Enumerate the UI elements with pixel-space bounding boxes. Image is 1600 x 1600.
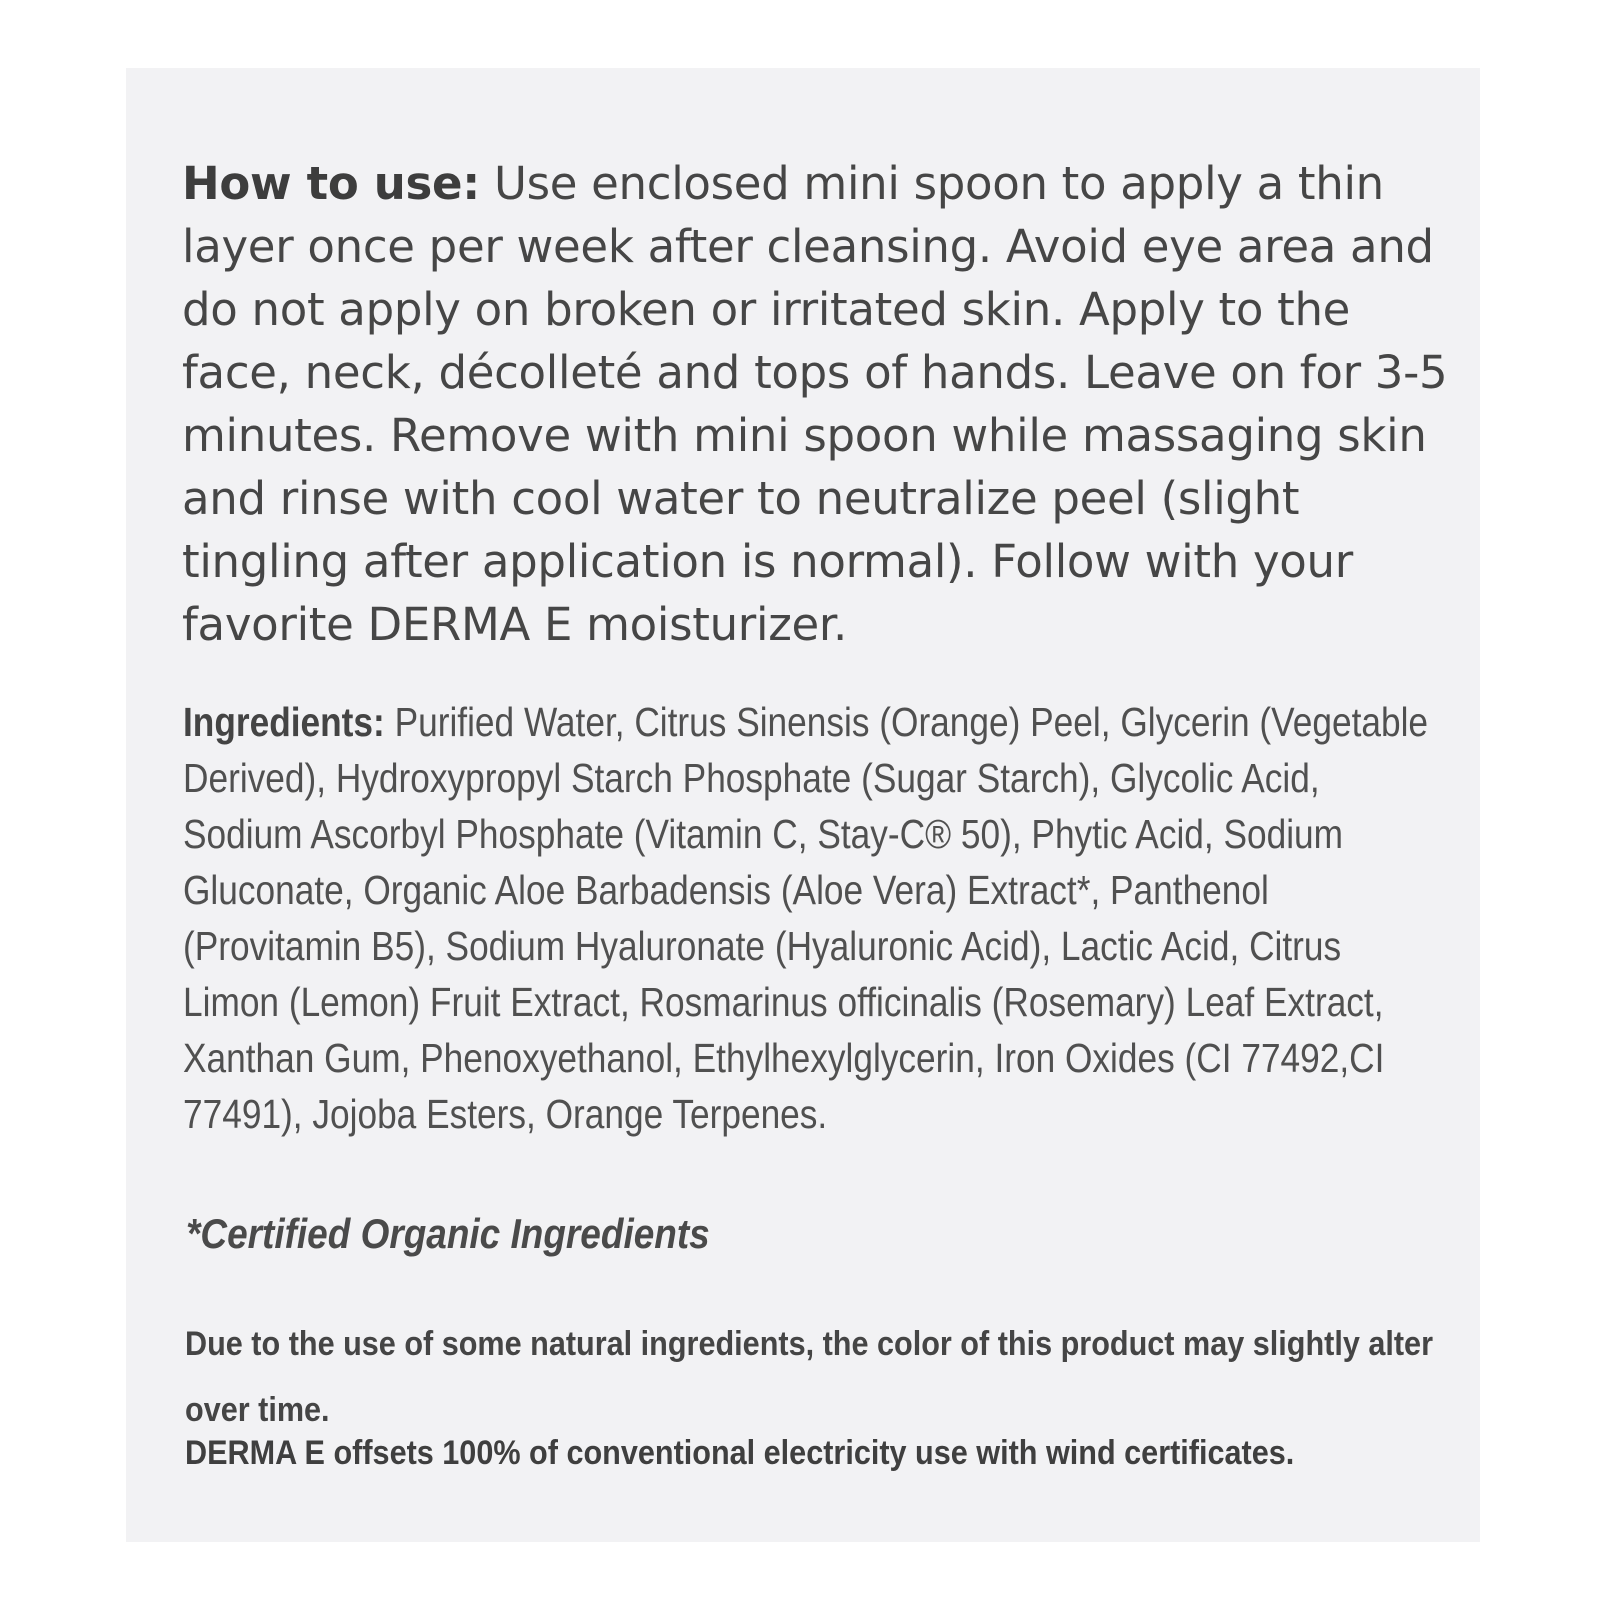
- how-to-use-heading: How to use:: [182, 157, 480, 210]
- label-panel: [126, 68, 1480, 1542]
- how-to-use-section: [182, 152, 1452, 656]
- wind-certificates-notice: DERMA E offsets 100% of conventional electricity use with wind certificates.: [185, 1434, 1295, 1472]
- certified-organic-note: *Certified Organic Ingredients: [186, 1210, 710, 1257]
- ingredients-section: [183, 694, 1430, 1142]
- ingredients-text: Purified Water, Citrus Sinensis (Orange) Peel, Glycerin (Vegetable Derived), Hydroxypropyl Starch Phosphate (Sugar Starch), Glycolic Acid, Sodium Ascorbyl Phosphate (Vitamin C, Stay-C® 50), Phytic Acid, Sodium Gluconate, Organic Aloe Barbadensis (Aloe Vera) Extract*, Panthenol (Provitamin B5), Sodium Hyaluronate (Hyaluronic Acid), Lactic Acid, Citrus Limon (Lemon) Fruit Extract, Rosmarinus officinalis (Rosemary) Leaf Extract, Xanthan Gum, Phenoxyethanol, Ethylhexylglycerin, Iron Oxides (CI 77492,CI 77491), Jojoba Esters, Orange Terpenes.: [183, 699, 1429, 1137]
- color-notice: Due to the use of some natural ingredients, the color of this product may slightly alter over time.: [185, 1325, 1433, 1429]
- how-to-use-text: Use enclosed mini spoon to apply a thin layer once per week after cleansing. Avoid eye area and do not apply on broken or irritated skin. Apply to the face, neck, décolleté and tops of hands. Leave on for 3-5 minutes. Remove with mini spoon while massaging skin and rinse with cool water to neutralize peel (slight tingling after application is normal). Follow with your favorite DERMA E moisturizer.: [182, 157, 1448, 651]
- ingredients-heading: Ingredients:: [183, 699, 385, 745]
